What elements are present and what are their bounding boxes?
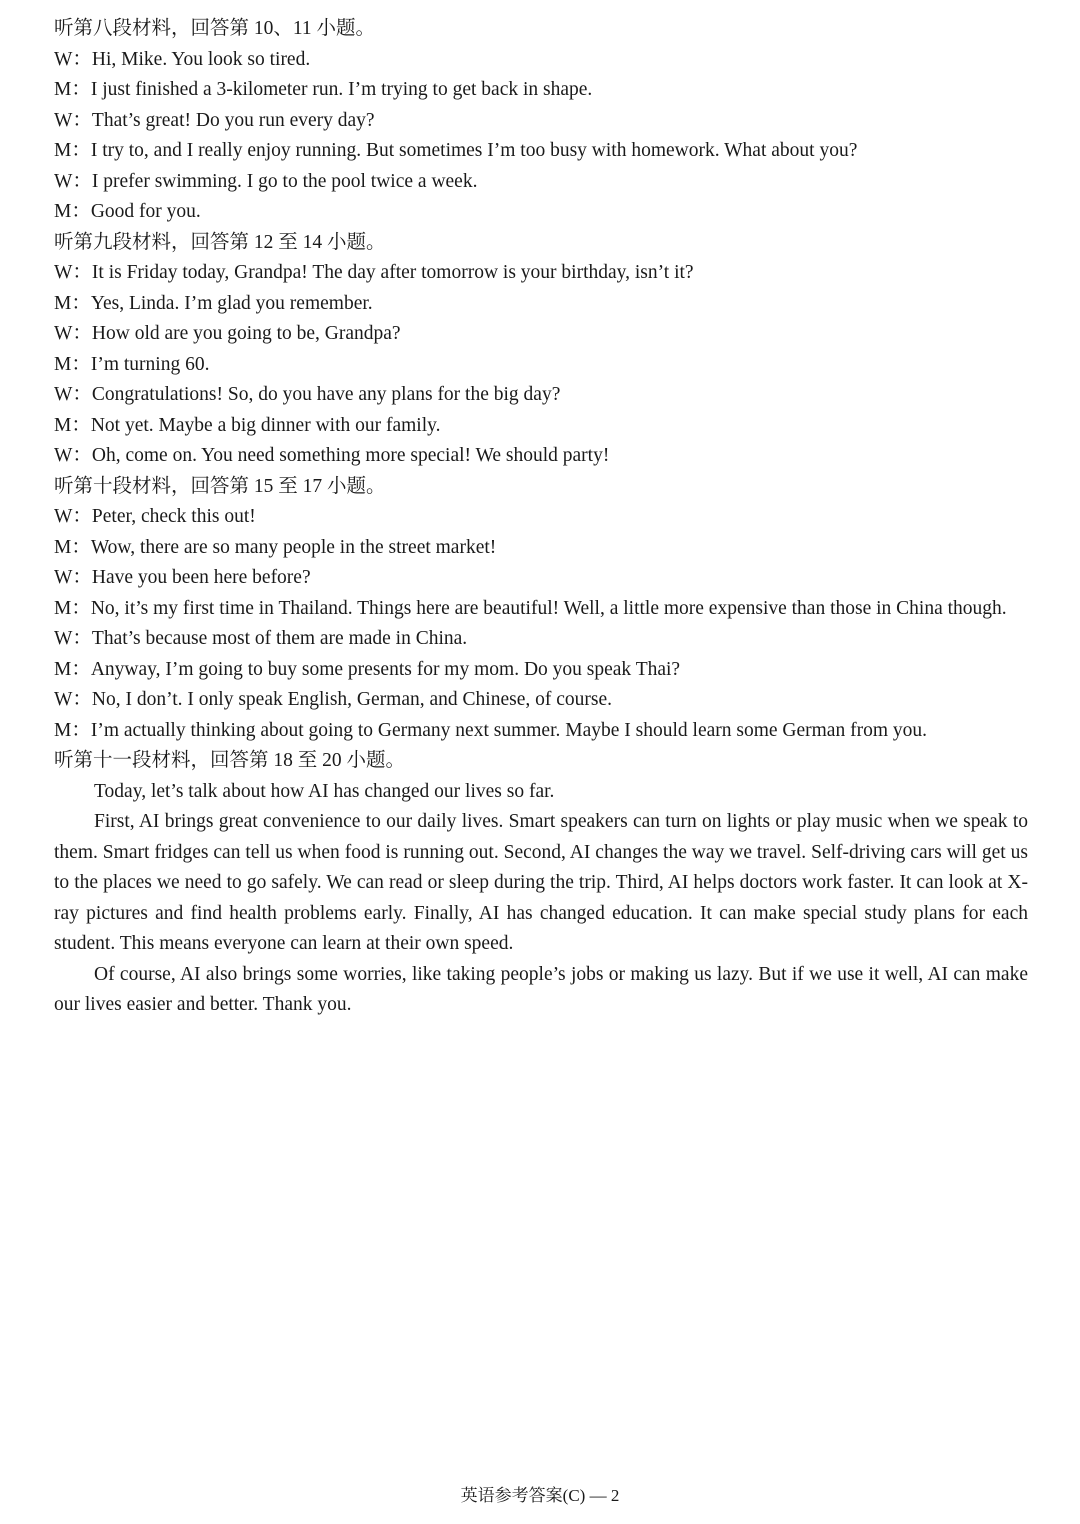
speaker-label: M： bbox=[54, 353, 91, 375]
dialogue-line bbox=[54, 655, 1028, 686]
speaker-label: M： bbox=[54, 292, 91, 314]
speaker-label: M： bbox=[54, 597, 91, 619]
speaker-label: W： bbox=[54, 262, 92, 283]
dialogue-text: I just finished a 3-kilometer run. I’m trying to get back in shape. bbox=[90, 79, 593, 100]
dialogue-line bbox=[54, 258, 1028, 289]
dialogue-text: That’s because most of them are made in China. bbox=[91, 628, 468, 649]
speaker-label: M： bbox=[54, 536, 91, 558]
dialogue-line bbox=[54, 411, 1028, 442]
dialogue-text: Anyway, I’m going to buy some presents for my mom. Do you speak Thai? bbox=[90, 658, 681, 680]
section-heading: 听第九段材料，回答第 12 至 14 小题。 bbox=[54, 231, 386, 253]
dialogue-line bbox=[54, 533, 1028, 564]
passage-paragraph: Today, let’s talk about how AI has changed our lives so far. bbox=[94, 780, 555, 802]
dialogue-text: I try to, and I really enjoy running. But sometimes I’m too busy with homework. What about you? bbox=[90, 140, 858, 161]
dialogue-line bbox=[54, 167, 1028, 198]
dialogue-line bbox=[54, 45, 1028, 76]
speaker-label: M： bbox=[54, 719, 91, 741]
dialogue-line bbox=[54, 380, 1028, 411]
speaker-label: W： bbox=[54, 109, 92, 131]
dialogue-text: Not yet. Maybe a big dinner with our family. bbox=[90, 414, 441, 436]
dialogue-line bbox=[54, 75, 1028, 106]
page-footer: 英语参考答案(C) — 2 bbox=[460, 1486, 620, 1505]
dialogue-line bbox=[54, 350, 1028, 381]
speaker-label: M： bbox=[54, 79, 91, 100]
dialogue-line bbox=[54, 197, 1028, 228]
section-heading: 听第八段材料，回答第 10、11 小题。 bbox=[54, 18, 376, 39]
speaker-label: M： bbox=[54, 658, 91, 680]
dialogue-text: I’m turning 60. bbox=[90, 353, 210, 375]
speaker-label: W： bbox=[54, 323, 92, 344]
passage-paragraph: First, AI brings great convenience to our daily lives. Smart speakers can turn on lights or play music when we speak to them. Smart fridges can tell us when food is running out. Second, AI changes the way we travel. Self-driving cars will get us to the places we need to go safely. We can read or sleep during the trip. Third, AI helps doctors work faster. It can look at X-ray pictures and find health problems early. Finally, AI has changed education. It can make special study plans for each student. This means everyone can learn at their own speed. bbox=[54, 811, 1028, 954]
speaker-label: W： bbox=[54, 445, 92, 466]
speaker-label: W： bbox=[54, 506, 92, 527]
dialogue-text: No, it’s my first time in Thailand. Things here are beautiful! Well, a little more expensive than those in China though. bbox=[90, 597, 1007, 619]
dialogue-text: It is Friday today, Grandpa! The day after tomorrow is your birthday, isn’t it? bbox=[91, 262, 694, 283]
dialogue-line bbox=[54, 716, 1028, 747]
dialogue-line bbox=[54, 441, 1028, 472]
passage-paragraph: Of course, AI also brings some worries, like taking people’s jobs or making us lazy. But if we use it well, AI can make our lives easier and better. Thank you. bbox=[54, 963, 1028, 1015]
dialogue-line bbox=[54, 319, 1028, 350]
speaker-label: W： bbox=[54, 567, 92, 588]
section-heading: 听第十一段材料，回答第 18 至 20 小题。 bbox=[54, 750, 406, 771]
speaker-label: W： bbox=[54, 384, 92, 405]
section-heading: 听第十段材料，回答第 15 至 17 小题。 bbox=[54, 475, 386, 497]
dialogue-text: Hi, Mike. You look so tired. bbox=[91, 48, 311, 70]
dialogue-line bbox=[54, 106, 1028, 137]
dialogue-line bbox=[54, 594, 1028, 625]
dialogue-text: Wow, there are so many people in the street market! bbox=[90, 536, 497, 558]
dialogue-text: Peter, check this out! bbox=[91, 506, 256, 527]
dialogue-line bbox=[54, 289, 1028, 320]
dialogue-text: No, I don’t. I only speak English, German, and Chinese, of course. bbox=[91, 689, 612, 710]
dialogue-text: Have you been here before? bbox=[91, 567, 311, 588]
dialogue-text: Good for you. bbox=[90, 201, 201, 222]
document-body bbox=[54, 14, 1028, 1021]
speaker-label: W： bbox=[54, 48, 92, 70]
speaker-label: W： bbox=[54, 170, 92, 192]
speaker-label: W： bbox=[54, 628, 92, 649]
dialogue-text: That’s great! Do you run every day? bbox=[91, 109, 375, 131]
dialogue-text: I prefer swimming. I go to the pool twice a week. bbox=[91, 170, 478, 192]
dialogue-text: Oh, come on. You need something more special! We should party! bbox=[91, 445, 610, 466]
dialogue-line bbox=[54, 563, 1028, 594]
dialogue-text: Yes, Linda. I’m glad you remember. bbox=[90, 292, 373, 314]
dialogue-text: I’m actually thinking about going to Germany next summer. Maybe I should learn some German from you. bbox=[90, 719, 927, 741]
dialogue-text: Congratulations! So, do you have any plans for the big day? bbox=[91, 384, 561, 405]
dialogue-line bbox=[54, 624, 1028, 655]
speaker-label: M： bbox=[54, 414, 91, 436]
dialogue-text: How old are you going to be, Grandpa? bbox=[91, 323, 401, 344]
dialogue-line bbox=[54, 502, 1028, 533]
speaker-label: M： bbox=[54, 201, 91, 222]
dialogue-line bbox=[54, 685, 1028, 716]
speaker-label: W： bbox=[54, 689, 92, 710]
dialogue-line bbox=[54, 136, 1028, 167]
speaker-label: M： bbox=[54, 140, 91, 161]
